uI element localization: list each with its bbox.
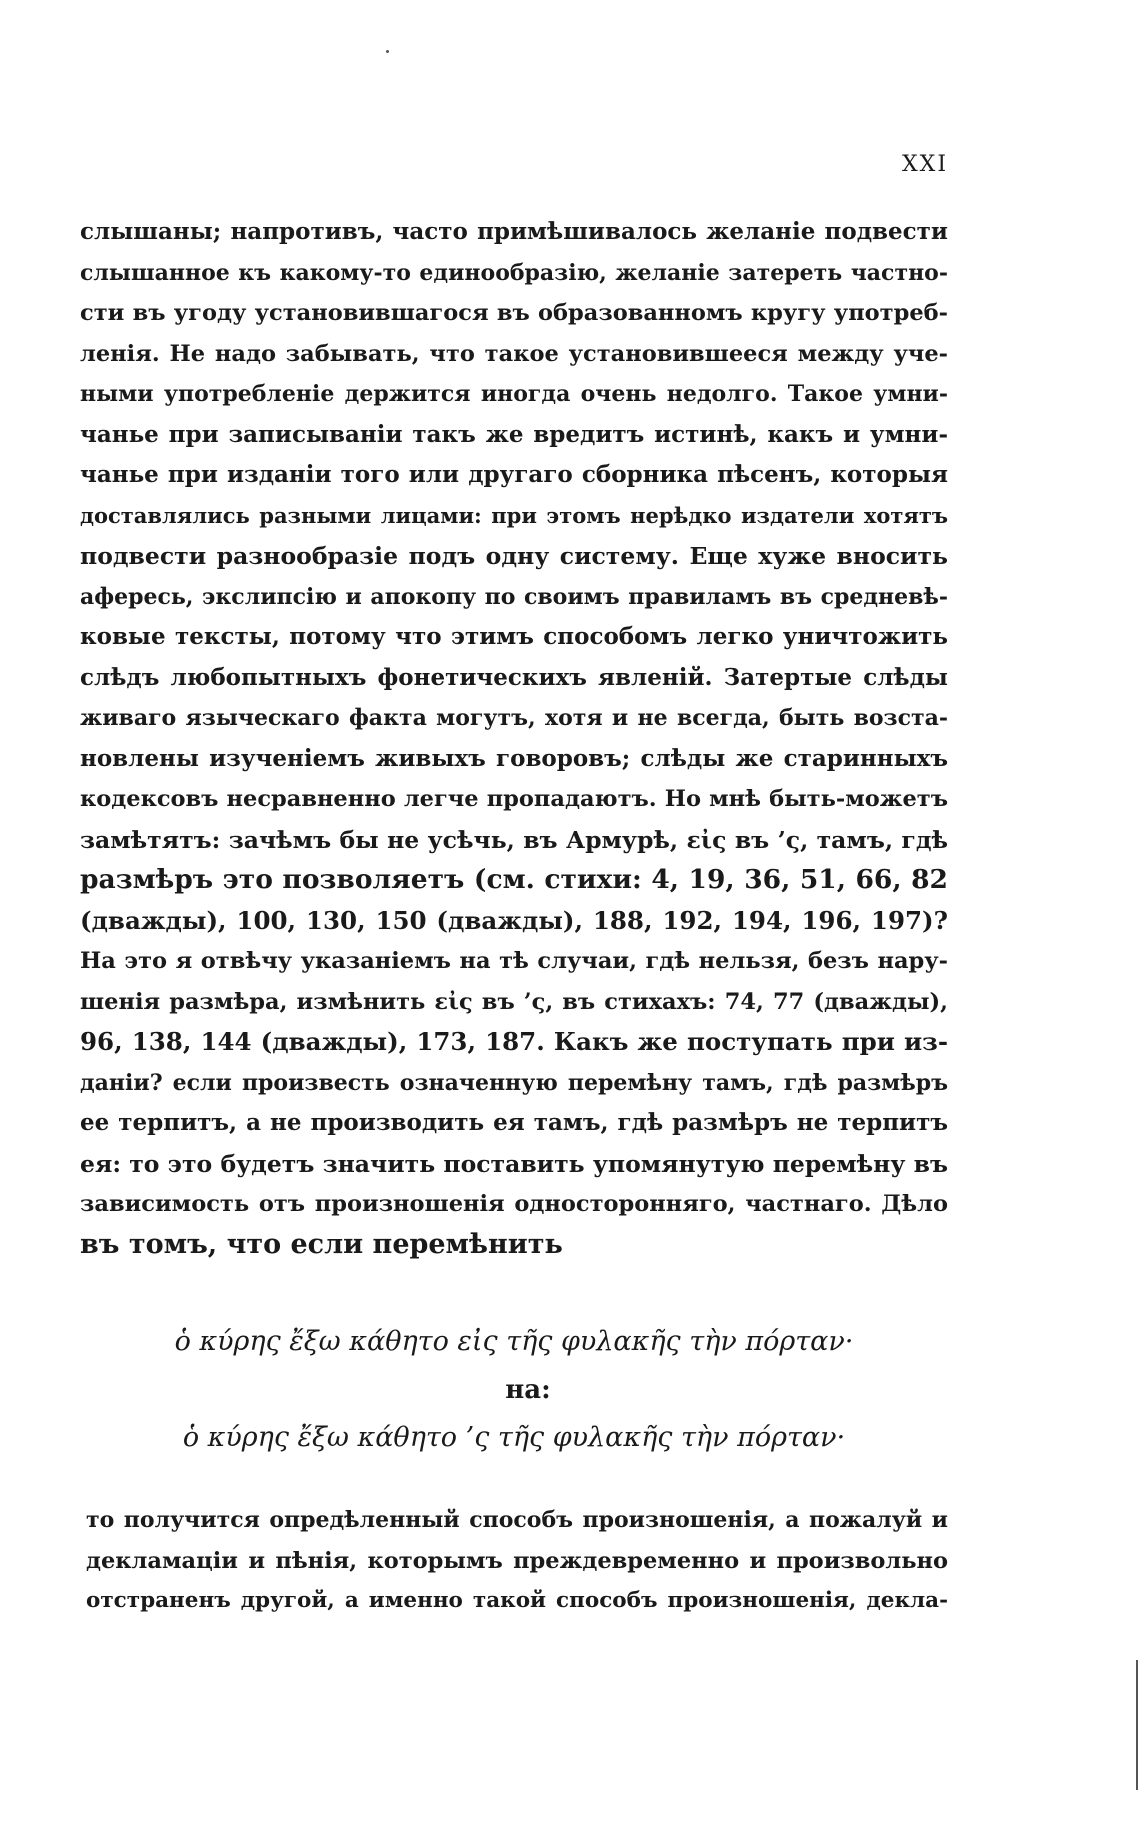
text-line: слышанное къ какому-то единообразiю, желанiе затереть частно- <box>80 259 948 286</box>
quote-connector: на: <box>505 1375 551 1405</box>
greek-verse-modified: ὁ κύρης ἔξω κάθητο ’ς τῆς φυλακῆς τὴν πόρταν· <box>182 1422 846 1453</box>
text-line: размѣръ это позволяетъ (см. стихи: 4, 19, 36, 51, 66, 82 <box>80 864 948 895</box>
text-line: На это я отвѣчу указанiемъ на тѣ случаи, гдѣ нельзя, безъ нару- <box>80 948 948 974</box>
text-line: чанье при записыванiи такъ же вредитъ истинѣ, какъ и умни- <box>80 420 948 448</box>
text-line: декламацiи и пѣнiя, которымъ преждевременно и произвольно <box>86 1547 948 1574</box>
text-line: ленiя. Не надо забывать, что такое установившееся между уче- <box>80 340 948 367</box>
text-line: ея: то это будетъ значить поставить упомянутую перемѣну въ <box>80 1149 948 1178</box>
text-line: ными употребленiе держится иногда очень недолго. Такое умни- <box>80 381 948 407</box>
text-line: шенiя размѣра, измѣнить εἰς въ ’ς, въ стихахъ: 74, 77 (дважды), <box>80 988 948 1015</box>
text-line: доставлялись разными лицами: при этомъ нерѣдко издатели хотятъ <box>80 502 948 528</box>
text-line: зависимость отъ произношенiя односторонняго, частнаго. Дѣло <box>80 1191 948 1217</box>
text-line: сти въ угоду установившагося въ образованномъ кругу употреб- <box>80 300 948 326</box>
page-number: XXI <box>902 152 949 177</box>
text-line: данiи? если произвесть означенную перемѣну тамъ, гдѣ размѣръ <box>80 1069 948 1096</box>
text-line: подвести разнообразiе подъ одну систему. Еще хуже вносить <box>80 542 948 570</box>
greek-verse-original: ὁ κύρης ἔξω κάθητο εἰς τῆς φυλακῆς τὴν πόρταν· <box>174 1326 854 1357</box>
text-line: въ томъ, что если перемѣнить <box>80 1228 563 1260</box>
text-line: новлены изученiемъ живыхъ говоровъ; слѣды же старинныхъ <box>80 744 948 772</box>
continuation-text <box>86 1500 948 1622</box>
text-line: замѣтятъ: зачѣмъ бы не усѣчь, въ Армурѣ, εἰς въ ’ς, тамъ, гдѣ <box>80 825 948 854</box>
scan-edge-mark <box>1136 1660 1138 1790</box>
body-text <box>80 212 948 1265</box>
text-line: живаго языческаго факта могутъ, хотя и не всегда, быть возста- <box>80 705 948 731</box>
text-line: ее терпитъ, а не производить ея тамъ, гдѣ размѣръ не терпитъ <box>80 1109 948 1136</box>
text-line: чанье при изданiи того или другаго сборника пѣсенъ, которыя <box>80 461 948 488</box>
text-line: слышаны; напротивъ, часто примѣшивалось желанiе подвести <box>80 218 948 245</box>
text-line: слѣдъ любопытныхъ фонетическихъ явленiй. Затертые слѣды <box>80 663 948 691</box>
scan-speck <box>386 50 389 53</box>
text-line: ковые тексты, потому что этимъ способомъ легко уничтожить <box>80 623 948 650</box>
text-line: 96, 138, 144 (дважды), 173, 187. Какъ же поступать при из- <box>80 1027 948 1056</box>
text-line: афересь, экслипсiю и апокопу по своимъ правиламъ въ средневѣ- <box>80 583 948 610</box>
text-line: (дважды), 100, 130, 150 (дважды), 188, 192, 194, 196, 197)? <box>80 905 948 935</box>
text-line: отстраненъ другой, а именно такой способъ произношенiя, декла- <box>86 1588 948 1613</box>
greek-quote <box>80 1320 948 1460</box>
text-line: то получится опредѣленный способъ произношенiя, а пожалуй и <box>86 1507 948 1533</box>
text-line: кодексовъ несравненно легче пропадаютъ. Но мнѣ быть-можетъ <box>80 786 948 812</box>
